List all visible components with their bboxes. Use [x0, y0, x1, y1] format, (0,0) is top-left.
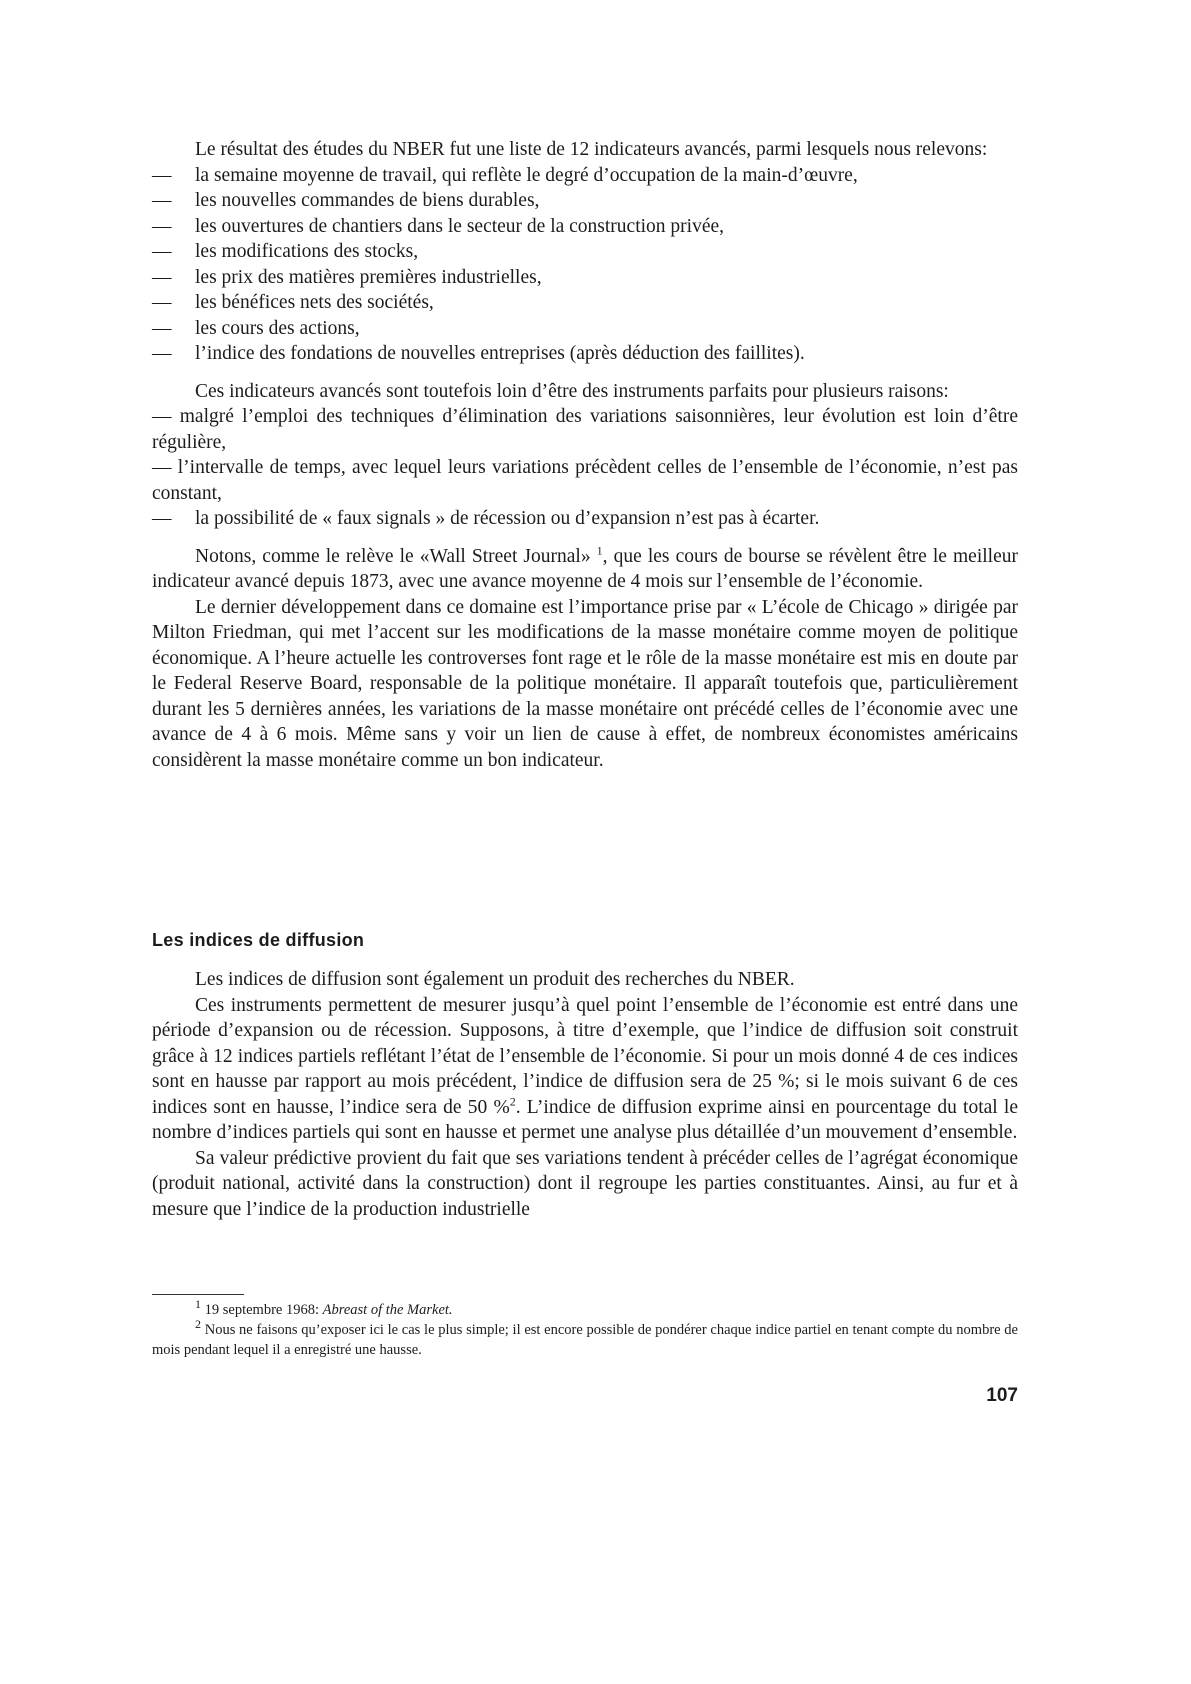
dash-marker: —: [152, 343, 172, 364]
page-number: 107: [986, 1385, 1018, 1406]
dash-marker: —: [152, 292, 172, 313]
indicator-list: [152, 163, 1018, 367]
footnote-divider: [152, 1294, 244, 1295]
dash-marker: —: [152, 406, 172, 427]
list-item: — la possibilité de « faux signals » de récession ou d’expansion n’est pas à écarter.: [152, 506, 1018, 532]
dash-marker: —: [152, 266, 172, 288]
diffusion-paragraph-3: Sa valeur prédictive provient du fait que ses variations tendent à précéder celles de l’agrégat économique (produit national, activité dans la construction) dont il regroupe les parties constituantes. Ainsi, au fur et à mesure que l’indice de la production industrielle: [152, 1147, 1018, 1220]
list-item: — les bénéfices nets des sociétés,: [152, 290, 1018, 316]
diffusion-paragraph-1: Les indices de diffusion sont également un produit des recherches du NBER.: [195, 969, 795, 990]
list-item: — les prix des matières premières industrielles,: [152, 265, 1018, 291]
diffusion-paragraph-2: Ces instruments permettent de mesurer jusqu’à quel point l’ensemble de l’économie est entré dans une période d’expansion ou de récession. Supposons, à titre d’exemple, que l’indice de diffusion soit construit grâce à 12 indices partiels reflétant l’état de l’ensemble de l’économie. Si pour un mois donné 4 de ces indices sont en hausse par rapport au mois précédent, l’indice de diffusion sera de 25 %; si le mois suivant 6 de ces indices sont en hausse, l’indice sera de 50 %$^2$. L’indice de diffusion exprime ainsi en pourcentage du total le nombre d’indices partiels qui sont en hausse et permet une analyse plus détaillée d’un mouvement d’ensemble.: [152, 994, 1018, 1143]
footnote: $^2$ Nous ne faisons qu’exposer ici le cas le plus simple; il est encore possible de pondérer chaque indice partiel en tenant compte du nombre de mois pendant lequel il a enregistré une hausse.: [152, 1317, 1018, 1358]
footnotes: [152, 1297, 1018, 1360]
footnote-mark: 1: [195, 1297, 201, 1312]
dash-marker: —: [152, 317, 172, 339]
intro-paragraph: Le résultat des études du NBER fut une liste de 12 indicateurs avancés, parmi lesquels nous relevons:: [195, 139, 988, 160]
footnote-mark: 2: [195, 1317, 201, 1332]
dash-marker: —: [152, 215, 172, 237]
dash-marker: —: [152, 241, 172, 262]
list-item: — les cours des actions,: [152, 316, 1018, 342]
dash-marker: —: [152, 508, 172, 529]
limits-paragraph: Ces indicateurs avancés sont toutefois loin d’être des instruments parfaits pour plusieurs raisons:: [195, 380, 949, 402]
footnote-ref: 2: [509, 1094, 516, 1108]
footnote-ref: 1: [596, 543, 603, 557]
limits-list: [152, 404, 1018, 532]
list-item: — les ouvertures de chantiers dans le secteur de la construction privée,: [152, 214, 1018, 240]
list-item: — les nouvelles commandes de biens durables,: [152, 188, 1018, 214]
chicago-paragraph: Le dernier développement dans ce domaine est l’importance prise par « L’école de Chicago » dirigée par Milton Friedman, qui met l’accent sur les modifications de la masse monétaire comme moyen de politique économique. A l’heure actuelle les controverses font rage et le rôle de la masse monétaire est mis en doute par le Federal Reserve Board, responsable de la politique monétaire. Il apparaît toutefois que, particulièrement durant les 5 dernières années, les variations de la masse monétaire ont précédé celles de l’économie avec une avance de 4 à 6 mois. Même sans y voir un lien de cause à effet, de nombreux économistes américains considèrent la masse monétaire comme un bon indicateur.: [152, 596, 1018, 771]
list-item: — les modifications des stocks,: [152, 239, 1018, 265]
footnote-source: Abreast of the Market.: [322, 1302, 453, 1318]
list-item: — la semaine moyenne de travail, qui reflète le degré d’occupation de la main-d’œuvre,: [152, 163, 1018, 189]
dash-marker: —: [152, 190, 172, 211]
main-text-top: [152, 137, 1018, 773]
list-item: — l’indice des fondations de nouvelles entreprises (après déduction des faillites).: [152, 341, 1018, 367]
footnote: $^1$ 19 septembre 1968: Abreast of the Market.: [195, 1297, 453, 1318]
main-text-bottom: [152, 967, 1018, 1222]
dash-marker: —: [152, 164, 172, 186]
dash-marker: —: [152, 457, 172, 478]
list-item: — l’intervalle de temps, avec lequel leurs variations précèdent celles de l’ensemble de l’économie, n’est pas constant,: [152, 457, 1019, 504]
section-title: Les indices de diffusion: [152, 930, 365, 950]
list-item: — malgré l’emploi des techniques d’élimination des variations saisonnières, leur évolution est loin d’être régulière,: [152, 406, 1019, 453]
wsj-paragraph: Notons, comme le relève le «Wall Street Journal» $^1$, que les cours de bourse se révèlent être le meilleur indicateur avancé depuis 1873, avec une avance moyenne de 4 mois sur l’ensemble de l’économie.: [152, 543, 1018, 592]
